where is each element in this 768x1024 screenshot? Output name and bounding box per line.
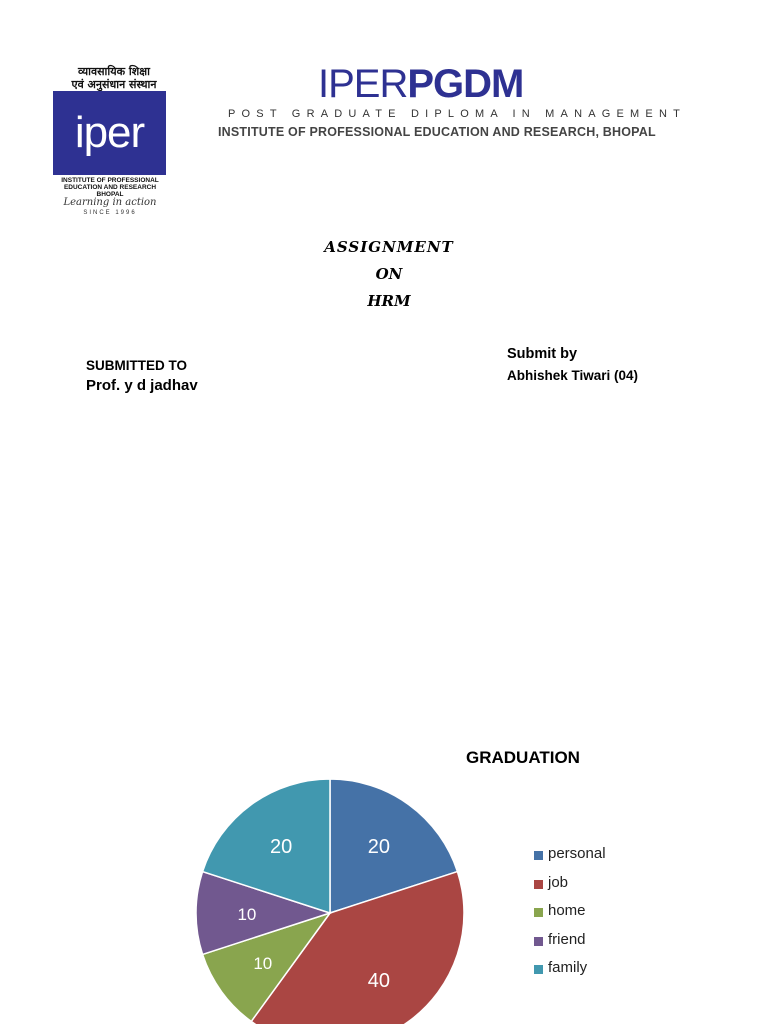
legend-swatch-job [534, 880, 543, 889]
institute-name: INSTITUTE OF PROFESSIONAL EDUCATION AND RESEARCH, BHOPAL [218, 125, 656, 139]
logo-since: SINCE 1996 [83, 210, 137, 216]
logo-subtitle-line-2: EDUCATION AND RESEARCH [63, 184, 157, 191]
data-label-family: 20 [270, 835, 293, 858]
legend-swatch-family [534, 965, 543, 974]
logo-tagline: Learning in action [63, 197, 157, 208]
assignment-title-line-1: ASSIGNMENT [324, 238, 454, 256]
legend-swatch-friend [534, 937, 543, 946]
legend-label-family: family [548, 959, 588, 976]
legend-swatch-personal [534, 851, 543, 860]
logo-hindi-line-1: व्यावसायिक शिक्षा [78, 65, 150, 78]
professor-name: Prof. y d jadhav [86, 377, 198, 394]
chart-title: GRADUATION [466, 748, 580, 767]
data-label-home: 10 [253, 953, 273, 973]
legend-swatch-home [534, 908, 543, 917]
logo-hindi-line-2: एवं अनुसंधान संस्थान [71, 78, 157, 91]
logo-wordmark: iper [74, 108, 145, 157]
legend-label-job: job [548, 873, 569, 891]
assignment-title-line-3: HRM [367, 292, 411, 310]
brand-pgdm: PGDM [407, 62, 524, 106]
data-label-job: 40 [367, 970, 390, 993]
submit-by-label: Submit by [507, 346, 578, 362]
brand-iper: IPER [318, 62, 408, 106]
legend-label-personal: personal [548, 845, 606, 862]
logo-subtitle-line-3: BHOPAL [96, 191, 124, 198]
logo-subtitle-line-1: INSTITUTE OF PROFESSIONAL [61, 177, 159, 184]
data-label-friend: 10 [237, 905, 257, 924]
student-name: Abhishek Tiwari (04) [507, 368, 639, 383]
assignment-title-line-2: ON [375, 265, 403, 283]
submitted-to-label: SUBMITTED TO [86, 358, 187, 373]
legend-label-home: home [548, 902, 586, 919]
program-name: POST GRADUATE DIPLOMA IN MANAGEMENT [228, 108, 687, 120]
legend-label-friend: friend [548, 930, 586, 948]
data-label-personal: 20 [367, 835, 390, 858]
